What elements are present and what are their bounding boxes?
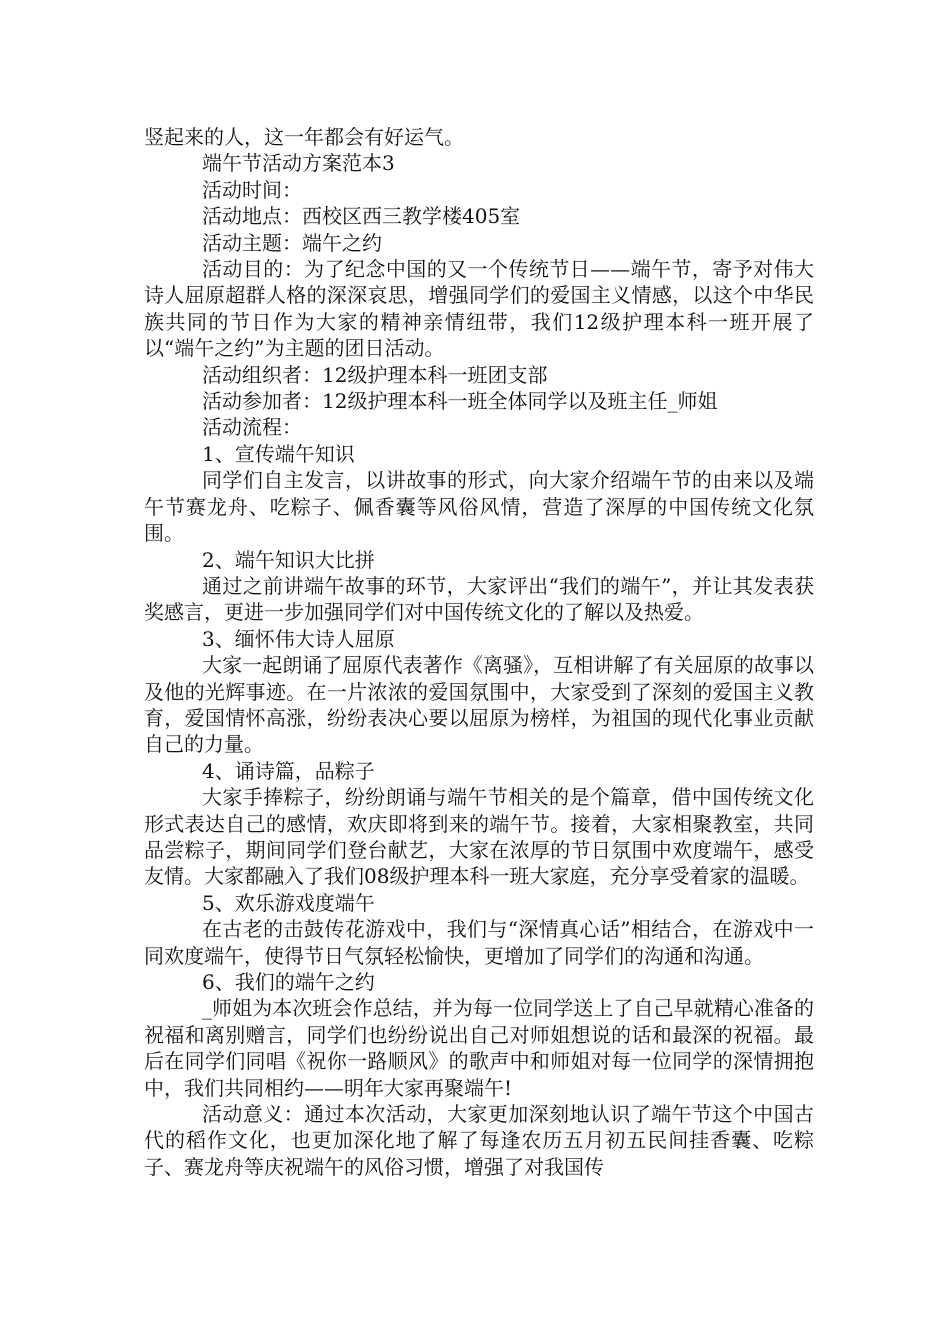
activity-purpose: 活动目的：为了纪念中国的又一个传统节日——端午节，寄予对伟大诗人屈原超群人格的深深哀思，增强同学们的爱国主义情感，以这个中华民族共同的节日作为大家的精神亲情纽带，我们12级护理本科一班开展了以“端午之约”为主题的团日活动。 <box>144 257 814 361</box>
activity-process-heading: 活动流程： <box>202 415 302 440</box>
activity-significance: 活动意义：通过本次活动，大家更加深刻地认识了端午节这个中国古代的稻作文化，也更加深化地了解了每逢农历五月初五民间挂香囊、吃粽子、赛龙舟等庆祝端午的风俗习惯，增强了对我国传 <box>144 1102 814 1179</box>
document-page <box>144 124 814 1180</box>
step-body: 同学们自主发言，以讲故事的形式，向大家介绍端午节的由来以及端午节赛龙舟、吃粽子、佩香囊等风俗风情，营造了深厚的中国传统文化氛围。 <box>144 468 814 546</box>
step-body: 通过之前讲端午故事的环节，大家评出“我们的端午”，并让其发表获奖感言，更进一步加强同学们对中国传统文化的了解以及热爱。 <box>144 573 814 625</box>
step-body: 大家手捧粽子，纷纷朗诵与端午节相关的是个篇章，借中国传统文化形式表达自己的感情，欢庆即将到来的端午节。接着，大家相聚教室，共同品尝粽子，期间同学们登台献艺，大家在浓厚的节日氛围中欢度端午，感受友情。大家都融入了我们08级护理本科一班大家庭，充分享受着家的温暖。 <box>144 785 814 889</box>
activity-location: 活动地点：西校区西三教学楼405室 <box>202 204 521 229</box>
step-heading: 3、缅怀伟大诗人屈原 <box>202 626 395 651</box>
step-heading: 2、端午知识大比拼 <box>202 547 375 572</box>
activity-organizer: 活动组织者：12级护理本科一班团支部 <box>202 362 548 387</box>
activity-participants: 活动参加者：12级护理本科一班全体同学以及班主任_师姐 <box>202 389 718 414</box>
activity-time: 活动时间： <box>202 177 302 202</box>
step-heading: 5、欢乐游戏度端午 <box>202 890 375 915</box>
step-body: _师姐为本次班会作总结，并为每一位同学送上了自己早就精心准备的祝福和离别赠言，同学们也纷纷说出自己对师姐想说的话和最深的祝福。最后在同学们同唱《祝你一路顺风》的歌声中和师姐对每一位同学的深情拥抱中，我们共同相约——明年大家再聚端午! <box>144 996 814 1100</box>
step-heading: 4、诵诗篇，品粽子 <box>202 758 375 783</box>
step-heading: 1、宣传端午知识 <box>202 441 355 466</box>
section-heading: 端午节活动方案范本3 <box>202 151 395 176</box>
paragraph-continuation: 竖起来的人，这一年都会有好运气。 <box>144 125 464 149</box>
step-body: 在古老的击鼓传花游戏中，我们与“深情真心话”相结合，在游戏中一同欢度端午，使得节日气氛轻松愉快，更增加了同学们的沟通和沟通。 <box>144 917 814 968</box>
step-heading: 6、我们的端午之约 <box>202 970 375 994</box>
activity-theme: 活动主题：端午之约 <box>202 230 382 255</box>
step-body: 大家一起朗诵了屈原代表著作《离骚》，互相讲解了有关屈原的故事以及他的光辉事迹。在一片浓浓的爱国氛围中，大家受到了深刻的爱国主义教育，爱国情怀高涨，纷纷表决心要以屈原为榜样，为祖国的现代化事业贡献自己的力量。 <box>144 653 814 757</box>
